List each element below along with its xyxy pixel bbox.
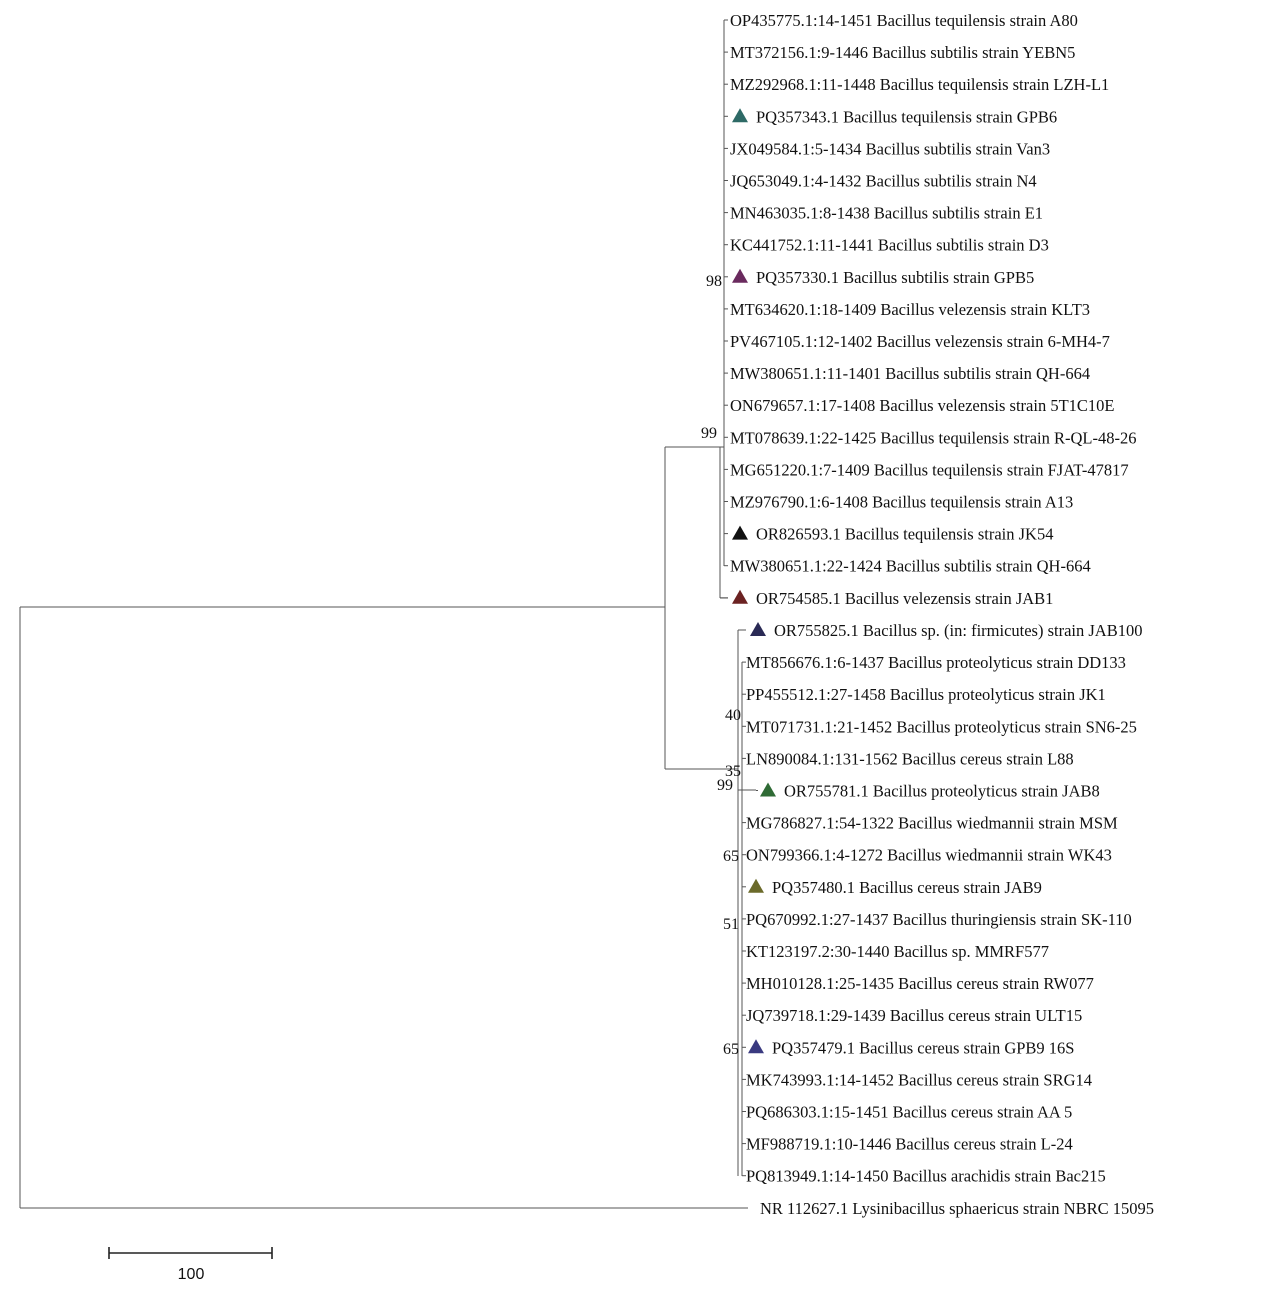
triangle-marker-icon (732, 590, 748, 604)
triangle-marker-icon (748, 879, 764, 893)
leaf-label: PQ670992.1:27-1437 Bacillus thuringiensis strain SK-110 (746, 909, 1132, 929)
clade-a-leaves (720, 11, 1137, 608)
leaf-label: OP435775.1:14-1451 Bacillus tequilensis strain A80 (730, 11, 1078, 30)
leaf-label: MZ292968.1:11-1448 Bacillus tequilensis strain LZH-L1 (730, 75, 1110, 95)
leaf-label: PQ357479.1 Bacillus cereus strain GPB9 16S (772, 1038, 1075, 1058)
leaf-label: MZ976790.1:6-1408 Bacillus tequilensis strain A13 (730, 492, 1074, 512)
triangle-marker-icon (732, 269, 748, 283)
triangle-marker-icon (732, 526, 748, 540)
leaf-label: JQ739718.1:29-1439 Bacillus cereus strain ULT15 (746, 1006, 1083, 1026)
leaf-label: JQ653049.1:4-1432 Bacillus subtilis strain N4 (730, 171, 1037, 191)
leaf-label: ON799366.1:4-1272 Bacillus wiedmannii strain WK43 (746, 845, 1112, 865)
scale-bar (109, 1247, 272, 1283)
bootstrap-40: 40 (725, 707, 741, 724)
leaf-label: KC441752.1:11-1441 Bacillus subtilis strain D3 (730, 235, 1049, 255)
leaf-label: MT634620.1:18-1409 Bacillus velezensis strain KLT3 (730, 299, 1091, 319)
leaf-label: LN890084.1:131-1562 Bacillus cereus strain L88 (746, 749, 1074, 769)
leaf-label: PP455512.1:27-1458 Bacillus proteolyticus strain JK1 (746, 685, 1106, 705)
leaf-label: PQ357343.1 Bacillus tequilensis strain GPB6 (756, 107, 1058, 127)
leaf-label: OR826593.1 Bacillus tequilensis strain JK54 (756, 524, 1054, 544)
leaf-label: MK743993.1:14-1452 Bacillus cereus strain SRG14 (746, 1070, 1093, 1090)
leaf-label: OR755825.1 Bacillus sp. (in: firmicutes) strain JAB100 (774, 621, 1143, 640)
leaf-label: MT078639.1:22-1425 Bacillus tequilensis strain R-QL-48-26 (730, 428, 1137, 448)
leaf-label: MH010128.1:25-1435 Bacillus cereus strain RW077 (746, 974, 1094, 994)
leaf-label: PV467105.1:12-1402 Bacillus velezensis strain 6-MH4-7 (730, 332, 1110, 351)
scale-bar-label: 100 (177, 1266, 205, 1283)
bootstrap-51: 51 (723, 916, 739, 933)
bootstrap-35: 35 (725, 763, 741, 780)
bootstrap-98: 98 (706, 273, 722, 290)
bootstrap-values (701, 273, 741, 1058)
triangle-marker-icon (760, 783, 776, 797)
leaf-label: MT071731.1:21-1452 Bacillus proteolyticus strain SN6-25 (746, 717, 1137, 737)
leaf-label: MN463035.1:8-1438 Bacillus subtilis strain E1 (730, 203, 1044, 223)
leaf-label: MT856676.1:6-1437 Bacillus proteolyticus strain DD133 (746, 653, 1126, 673)
leaf-label: MG651220.1:7-1409 Bacillus tequilensis strain FJAT-47817 (730, 460, 1129, 480)
bootstrap-65-upper: 65 (723, 848, 739, 865)
leaf-label: OR755781.1 Bacillus proteolyticus strain JAB8 (784, 781, 1100, 801)
leaf-label: MF988719.1:10-1446 Bacillus cereus strain L-24 (746, 1134, 1073, 1154)
leaf-label: MW380651.1:11-1401 Bacillus subtilis strain QH-664 (730, 364, 1091, 384)
triangle-marker-icon (732, 108, 748, 122)
leaf-label: ON679657.1:17-1408 Bacillus velezensis strain 5T1C10E (730, 396, 1115, 416)
leaf-label: PQ357480.1 Bacillus cereus strain JAB9 (772, 877, 1042, 897)
clade-b-leaves (738, 621, 1142, 1186)
bootstrap-99-ingroup: 99 (701, 425, 717, 442)
bootstrap-99-cereus: 99 (717, 777, 733, 794)
leaf-label: MG786827.1:54-1322 Bacillus wiedmannii strain MSM (746, 813, 1118, 833)
bootstrap-65-lower: 65 (723, 1041, 739, 1058)
triangle-marker-icon (750, 622, 766, 636)
leaf-label: MW380651.1:22-1424 Bacillus subtilis strain QH-664 (730, 556, 1091, 576)
triangle-marker-icon (748, 1039, 764, 1053)
leaf-label: PQ357330.1 Bacillus subtilis strain GPB5 (756, 267, 1035, 287)
leaf-label: OR754585.1 Bacillus velezensis strain JAB1 (756, 588, 1054, 608)
outgroup-label: NR 112627.1 Lysinibacillus sphaericus strain NBRC 15095 (760, 1199, 1154, 1218)
leaf-label: PQ686303.1:15-1451 Bacillus cereus strain AA 5 (746, 1102, 1073, 1122)
leaf-label: MT372156.1:9-1446 Bacillus subtilis strain YEBN5 (730, 43, 1076, 63)
tree-branches (20, 20, 756, 1208)
leaf-label: JX049584.1:5-1434 Bacillus subtilis strain Van3 (730, 139, 1051, 159)
leaf-label: KT123197.2:30-1440 Bacillus sp. MMRF577 (746, 942, 1049, 961)
leaf-label: PQ813949.1:14-1450 Bacillus arachidis strain Bac215 (746, 1166, 1106, 1186)
